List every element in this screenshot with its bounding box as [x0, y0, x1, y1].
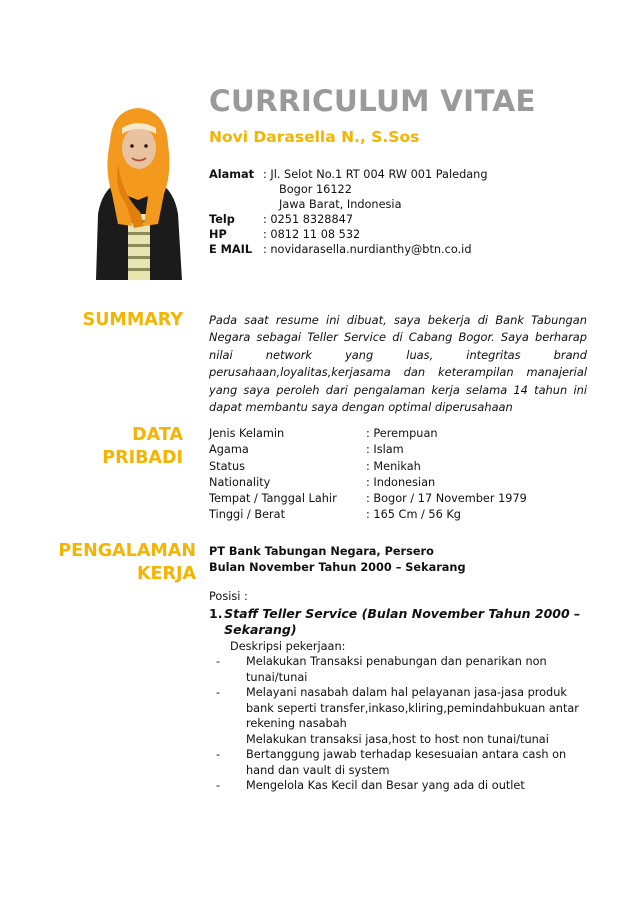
personal-row [209, 442, 527, 458]
address-label: Alamat [209, 168, 255, 181]
duty-item [209, 747, 589, 778]
personal-row [209, 507, 527, 523]
data-heading-line1: DATA [132, 425, 183, 445]
hp-row [209, 227, 488, 242]
personal-label: Nationality [209, 475, 271, 489]
job-title: Staff Teller Service (Bulan November Tahun 2000 – Sekarang) [224, 605, 581, 637]
personal-label: Jenis Kelamin [209, 427, 285, 440]
summary-text: Pada saat resume ini dibuat, saya bekerja di Bank Tabungan Negara sebagai Teller Service di Cabang Bogor. Saya berharap nilai network yang luas, integritas brand perusahaan,loyalitas,kerjasama dan keterampilan manajerial yang saya peroleh dari pengalaman kerja selama 14 tahun ini dapat membantu saya dengan optimal diperusahaan [209, 313, 587, 415]
personal-value: : Menikah [366, 459, 421, 473]
bullet-dash [209, 732, 229, 748]
duty-item [209, 685, 589, 732]
bullet-dash: - [216, 779, 221, 792]
personal-label: Status [209, 459, 245, 473]
position-label: Posisi : [209, 590, 248, 603]
work-period: Bulan November Tahun 2000 – Sekarang [209, 560, 466, 574]
personal-value: : Islam [366, 443, 404, 457]
company-name: PT Bank Tabungan Negara, Persero [209, 545, 434, 558]
peng-heading-line1: PENGALAMAN [58, 541, 196, 561]
data-heading-line2: PRIBADI [102, 448, 183, 468]
duty-text: Mengelola Kas Kecil dan Besar yang ada di outlet [246, 779, 525, 792]
pengalaman-kerja-heading [58, 540, 196, 586]
telp-label: Telp [209, 213, 235, 226]
duty-text: Melayani nasabah dalam hal pelayanan jasa-jasa produk bank seperti transfer,inkaso,kliring,pemindahbukuan antar rekening nasabah [246, 686, 579, 730]
address-line2: Bogor 16122 [279, 183, 352, 196]
address-line3: Jawa Barat, Indonesia [279, 198, 402, 211]
hp-label: HP [209, 228, 227, 241]
personal-data [209, 426, 527, 524]
email-label: E MAIL [209, 243, 253, 256]
personal-value: : Indonesian [366, 475, 436, 489]
data-pribadi-heading [102, 424, 183, 470]
duty-text: Bertanggung jawab terhadap kesesuaian antara cash on hand dan vault di system [246, 748, 567, 777]
job-number: 1. [209, 605, 223, 621]
hp-value: : 0812 11 08 532 [263, 228, 361, 241]
telp-row [209, 212, 488, 227]
personal-row [209, 426, 527, 442]
peng-heading-line2: KERJA [136, 564, 196, 584]
summary-heading: SUMMARY [82, 310, 183, 330]
address-row [209, 167, 488, 182]
personal-row [209, 491, 527, 507]
work-experience [209, 544, 589, 794]
bullet-dash: - [216, 655, 221, 668]
email-row [209, 242, 488, 257]
job-title-row [209, 606, 589, 639]
personal-value: : Perempuan [366, 427, 438, 440]
email-value: : novidarasella.nurdianthy@btn.co.id [263, 243, 472, 256]
bullet-dash: - [216, 686, 221, 699]
duty-item [209, 778, 589, 794]
candidate-name: Novi Darasella N., S.Sos [209, 128, 420, 146]
personal-row [209, 475, 527, 491]
duty-text: Melakukan transaksi jasa,host to host non tunai/tunai [246, 732, 549, 746]
telp-value: : 0251 8328847 [263, 213, 354, 226]
duty-item [209, 654, 589, 685]
personal-label: Tinggi / Berat [209, 508, 286, 522]
duty-text: Melakukan Transaksi penabungan dan penarikan non tunai/tunai [246, 655, 547, 684]
duty-item [209, 732, 589, 748]
job-description-label: Deskripsi pekerjaan: [230, 639, 346, 653]
page-title: CURRICULUM VITAE [209, 84, 536, 118]
personal-label: Agama [209, 443, 249, 457]
personal-value: : Bogor / 17 November 1979 [366, 492, 527, 506]
bullet-dash: - [216, 748, 221, 761]
address-line1: : Jl. Selot No.1 RT 004 RW 001 Paledang [263, 168, 488, 181]
personal-label: Tempat / Tanggal Lahir [209, 492, 337, 506]
contact-block [209, 167, 488, 257]
personal-row [209, 459, 527, 475]
personal-value: : 165 Cm / 56 Kg [366, 508, 461, 522]
profile-photo [88, 104, 188, 280]
